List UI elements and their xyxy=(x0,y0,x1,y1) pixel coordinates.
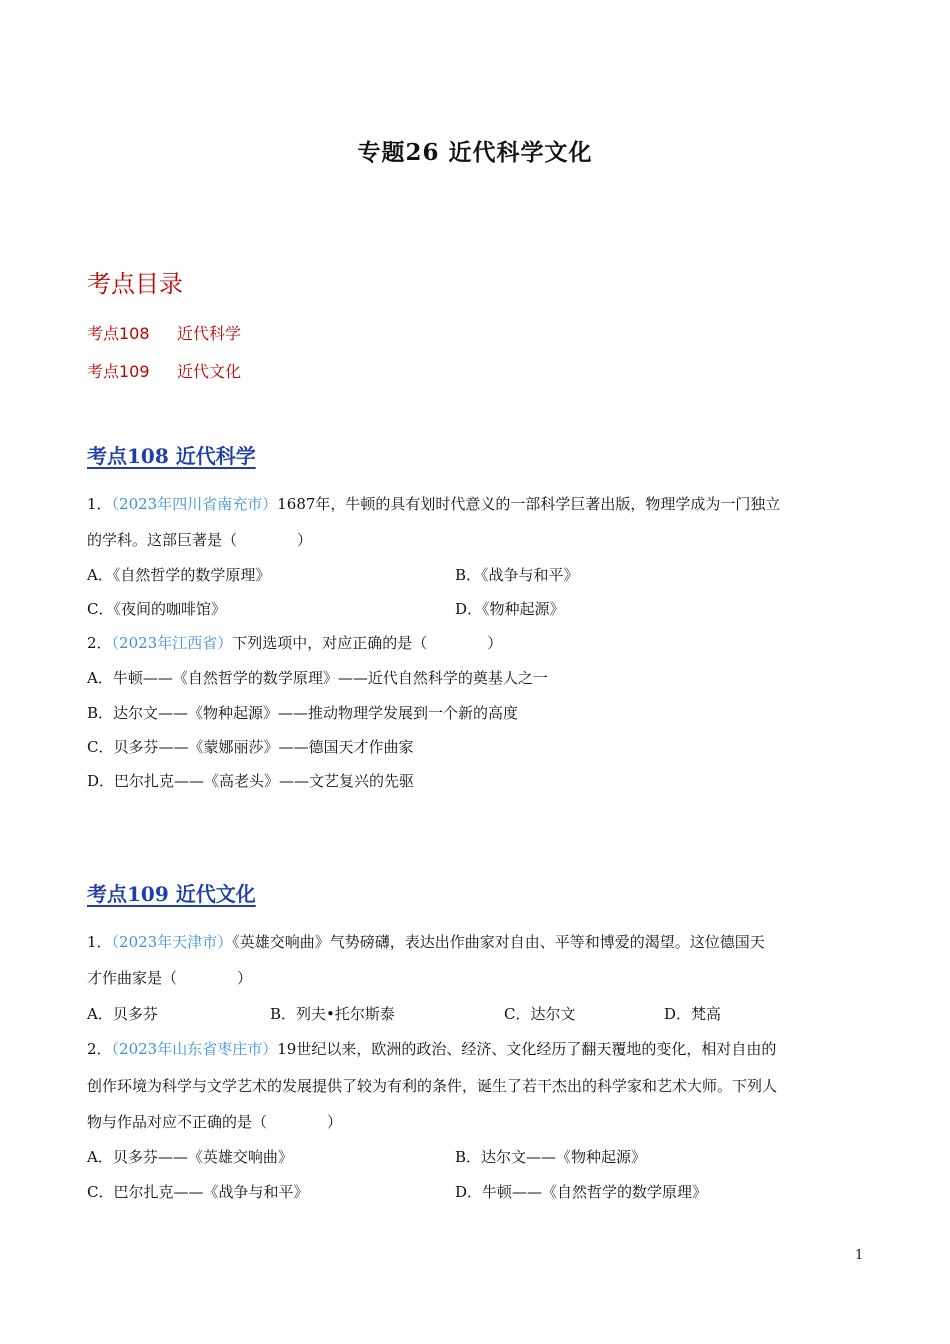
option-c: C．《夜间的咖啡馆》 xyxy=(87,600,226,618)
question-source: （2023年天津市） xyxy=(111,933,233,951)
toc-heading: 考点目录 xyxy=(87,270,183,298)
toc-item-number: 考点108 xyxy=(87,324,150,343)
toc-item-number: 考点109 xyxy=(87,362,150,381)
option-d: D．《物种起源》 xyxy=(455,600,565,618)
question-text: 才作曲家是（ ） xyxy=(87,969,253,987)
option-b: B．达尔文——《物种起源》——推动物理学发展到一个新的高度 xyxy=(87,704,519,722)
page-number: 1 xyxy=(855,1248,864,1263)
section-heading-108[interactable]: 考点108 近代科学 xyxy=(87,444,256,468)
toc-item-108[interactable] xyxy=(87,321,241,344)
options-row xyxy=(87,1004,721,1024)
question-text: 的学科。这部巨著是（ ） xyxy=(87,531,313,549)
toc-item-109[interactable] xyxy=(87,359,241,382)
option-a: A．《自然哲学的数学原理》 xyxy=(87,566,271,584)
option-d: D．牛顿——《自然哲学的数学原理》 xyxy=(455,1183,708,1201)
question-text: 1．（2023年天津市）《英雄交响曲》气势磅礴，表达出作曲家对自由、平等和博爱的渴望。这位德国天 xyxy=(87,933,765,951)
page-title: 专题26 近代科学文化 xyxy=(357,139,593,166)
option-d: D．巴尔扎克——《高老头》——文艺复兴的先驱 xyxy=(87,772,415,790)
question-text: 2．（2023年山东省枣庄市）19世纪以来，欧洲的政治、经济、文化经历了翻天覆地的变化，相对自由的 xyxy=(87,1040,777,1058)
question-text: 2．（2023年江西省）下列选项中，对应正确的是（ ） xyxy=(87,634,503,652)
option-c: C．巴尔扎克——《战争与和平》 xyxy=(87,1183,309,1201)
option-a: A．贝多芬 xyxy=(87,1005,158,1023)
section-heading-109[interactable]: 考点109 近代文化 xyxy=(87,882,256,906)
option-d: D．梵高 xyxy=(664,1005,722,1023)
option-b: B．《战争与和平》 xyxy=(455,566,579,584)
question-source: （2023年江西省） xyxy=(111,634,233,652)
question-text: 1．（2023年四川省南充市）1687年，牛顿的具有划时代意义的一部科学巨著出版，物理学成为一门独立 xyxy=(87,495,781,513)
option-c: C．贝多芬——《蒙娜丽莎》——德国天才作曲家 xyxy=(87,738,414,756)
question-text: 创作环境为科学与文学艺术的发展提供了较为有利的条件，诞生了若干杰出的科学家和艺术大师。下列人 xyxy=(87,1077,778,1095)
toc-item-label: 近代科学 xyxy=(177,324,242,343)
option-b: B．列夫•托尔斯泰 xyxy=(270,1005,395,1023)
question-source: （2023年山东省枣庄市） xyxy=(111,1040,278,1058)
option-a: A．牛顿——《自然哲学的数学原理》——近代自然科学的奠基人之一 xyxy=(87,669,548,687)
question-source: （2023年四川省南充市） xyxy=(111,495,278,513)
option-c: C．达尔文 xyxy=(504,1005,576,1023)
option-a: A．贝多芬——《英雄交响曲》 xyxy=(87,1148,293,1166)
question-text: 物与作品对应不正确的是（ ） xyxy=(87,1113,343,1131)
toc-item-label: 近代文化 xyxy=(177,362,242,381)
option-b: B．达尔文——《物种起源》 xyxy=(455,1148,647,1166)
